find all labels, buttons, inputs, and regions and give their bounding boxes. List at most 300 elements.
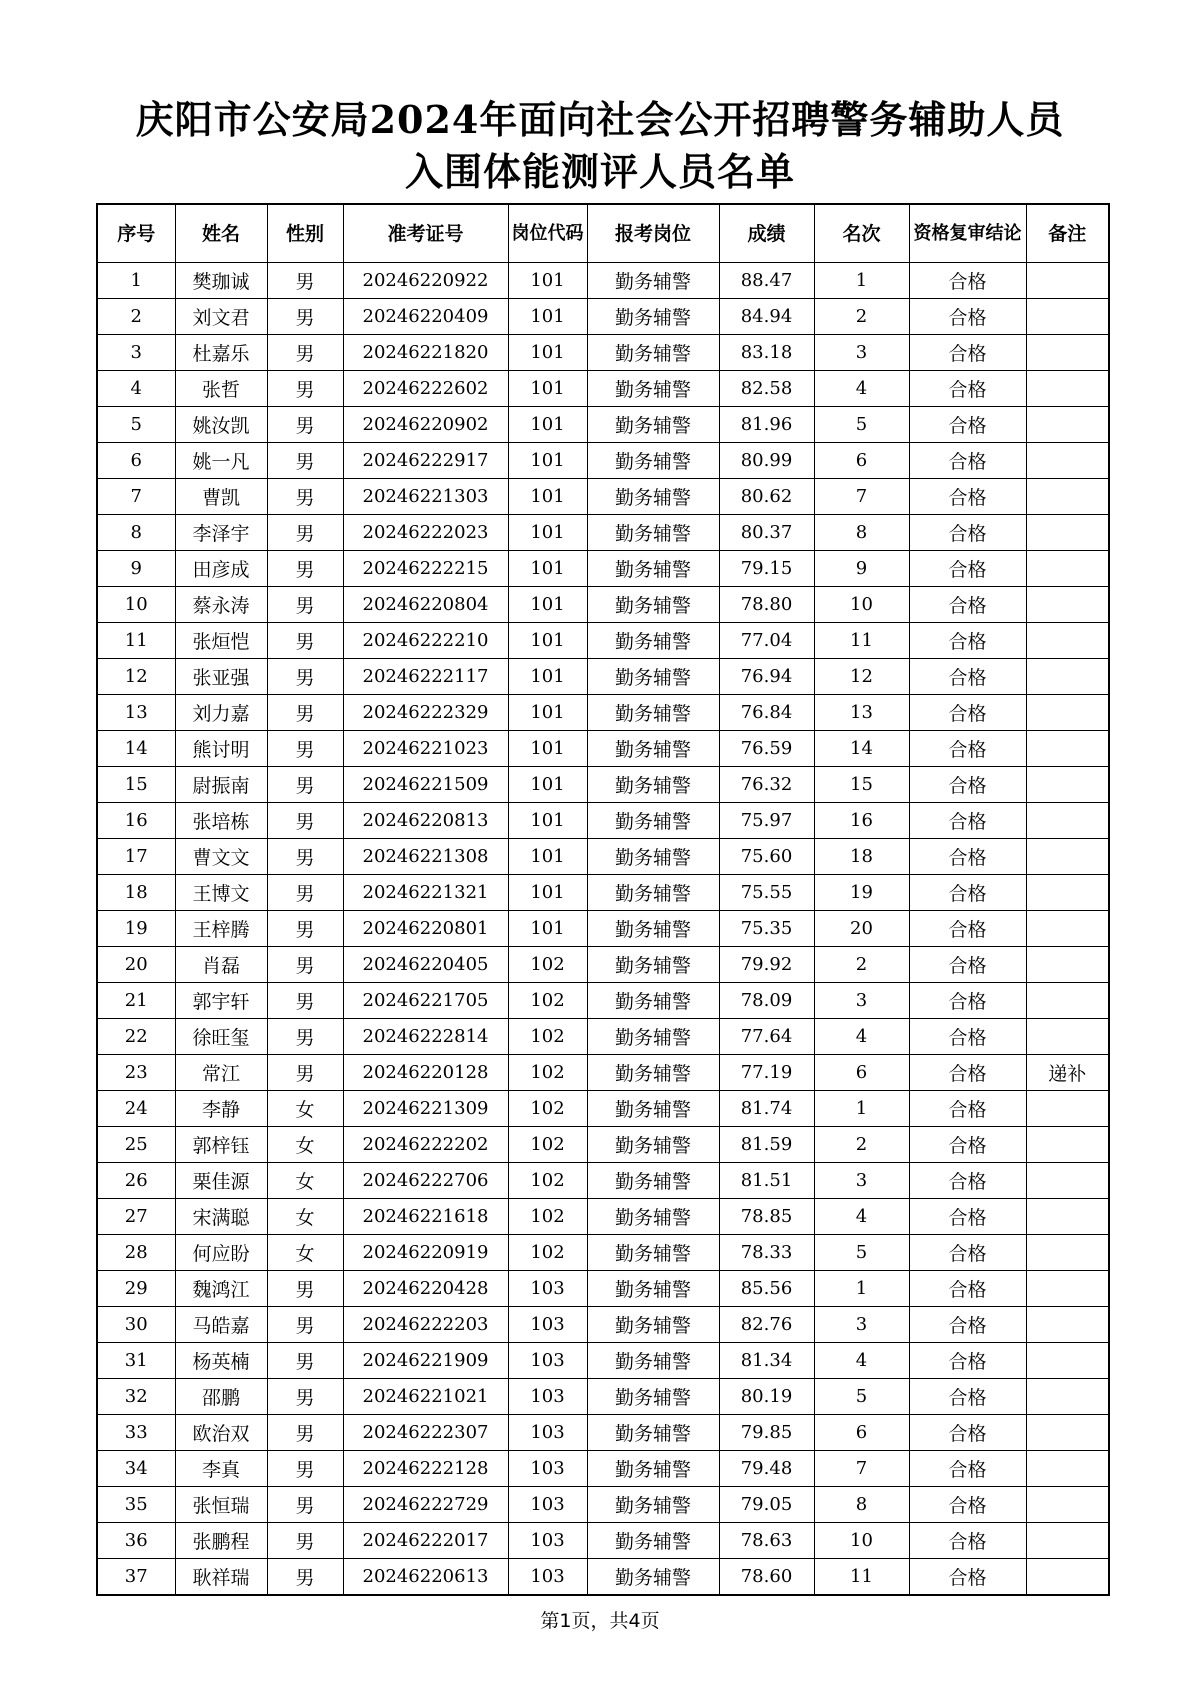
cell-seq: 22 <box>97 1019 175 1055</box>
cell-post: 勤务辅警 <box>587 479 719 515</box>
cell-score: 75.55 <box>719 875 814 911</box>
cell-exam-no: 20246220813 <box>343 803 508 839</box>
cell-exam-no: 20246221023 <box>343 731 508 767</box>
cell-seq: 20 <box>97 947 175 983</box>
cell-post: 勤务辅警 <box>587 803 719 839</box>
cell-post-code: 102 <box>508 1235 587 1271</box>
cell-name: 杜嘉乐 <box>175 335 267 371</box>
cell-seq: 13 <box>97 695 175 731</box>
table-row <box>97 551 1109 587</box>
cell-rank: 19 <box>814 875 909 911</box>
cell-seq: 5 <box>97 407 175 443</box>
cell-remark <box>1026 515 1109 551</box>
cell-post: 勤务辅警 <box>587 983 719 1019</box>
cell-exam-no: 20246222023 <box>343 515 508 551</box>
cell-review: 合格 <box>909 1163 1026 1199</box>
cell-score: 81.59 <box>719 1127 814 1163</box>
cell-post: 勤务辅警 <box>587 1235 719 1271</box>
cell-gender: 男 <box>267 983 343 1019</box>
table-row <box>97 1127 1109 1163</box>
cell-gender: 男 <box>267 335 343 371</box>
cell-score: 76.59 <box>719 731 814 767</box>
cell-post: 勤务辅警 <box>587 875 719 911</box>
cell-score: 81.74 <box>719 1091 814 1127</box>
cell-exam-no: 20246221321 <box>343 875 508 911</box>
cell-seq: 6 <box>97 443 175 479</box>
cell-rank: 4 <box>814 371 909 407</box>
cell-exam-no: 20246222917 <box>343 443 508 479</box>
cell-score: 75.97 <box>719 803 814 839</box>
cell-post: 勤务辅警 <box>587 1559 719 1596</box>
cell-score: 79.92 <box>719 947 814 983</box>
cell-score: 80.62 <box>719 479 814 515</box>
cell-seq: 12 <box>97 659 175 695</box>
table-body <box>97 263 1109 1596</box>
table-row <box>97 1343 1109 1379</box>
cell-review: 合格 <box>909 1559 1026 1596</box>
document-title-line2: 入围体能测评人员名单 <box>404 149 795 194</box>
cell-remark <box>1026 443 1109 479</box>
cell-seq: 7 <box>97 479 175 515</box>
cell-exam-no: 20246222814 <box>343 1019 508 1055</box>
cell-name: 常江 <box>175 1055 267 1091</box>
cell-seq: 31 <box>97 1343 175 1379</box>
cell-gender: 男 <box>267 1487 343 1523</box>
cell-seq: 26 <box>97 1163 175 1199</box>
cell-post-code: 102 <box>508 1091 587 1127</box>
cell-rank: 6 <box>814 443 909 479</box>
cell-score: 78.63 <box>719 1523 814 1559</box>
cell-review: 合格 <box>909 587 1026 623</box>
cell-seq: 14 <box>97 731 175 767</box>
cell-review: 合格 <box>909 1091 1026 1127</box>
cell-post-code: 102 <box>508 1019 587 1055</box>
cell-rank: 14 <box>814 731 909 767</box>
cell-post: 勤务辅警 <box>587 1127 719 1163</box>
cell-rank: 1 <box>814 263 909 299</box>
cell-remark <box>1026 803 1109 839</box>
cell-name: 张恒瑞 <box>175 1487 267 1523</box>
cell-rank: 8 <box>814 1487 909 1523</box>
cell-gender: 男 <box>267 551 343 587</box>
cell-score: 75.35 <box>719 911 814 947</box>
cell-gender: 男 <box>267 479 343 515</box>
cell-review: 合格 <box>909 1019 1026 1055</box>
cell-post: 勤务辅警 <box>587 551 719 587</box>
header-name: 姓名 <box>175 204 267 263</box>
cell-name: 杨英楠 <box>175 1343 267 1379</box>
cell-exam-no: 20246222203 <box>343 1307 508 1343</box>
cell-gender: 男 <box>267 443 343 479</box>
cell-exam-no: 20246220919 <box>343 1235 508 1271</box>
cell-review: 合格 <box>909 839 1026 875</box>
header-exam-no: 准考证号 <box>343 204 508 263</box>
cell-post-code: 101 <box>508 659 587 695</box>
cell-name: 宋满聪 <box>175 1199 267 1235</box>
cell-seq: 24 <box>97 1091 175 1127</box>
cell-review: 合格 <box>909 551 1026 587</box>
cell-review: 合格 <box>909 1235 1026 1271</box>
cell-review: 合格 <box>909 1271 1026 1307</box>
cell-remark <box>1026 659 1109 695</box>
cell-score: 80.99 <box>719 443 814 479</box>
cell-post-code: 103 <box>508 1379 587 1415</box>
cell-seq: 21 <box>97 983 175 1019</box>
cell-post: 勤务辅警 <box>587 659 719 695</box>
table-row <box>97 695 1109 731</box>
cell-rank: 4 <box>814 1019 909 1055</box>
cell-post: 勤务辅警 <box>587 1163 719 1199</box>
cell-name: 王梓腾 <box>175 911 267 947</box>
cell-gender: 男 <box>267 1271 343 1307</box>
cell-gender: 男 <box>267 659 343 695</box>
cell-post-code: 101 <box>508 839 587 875</box>
cell-score: 76.32 <box>719 767 814 803</box>
cell-seq: 28 <box>97 1235 175 1271</box>
header-score: 成绩 <box>719 204 814 263</box>
cell-score: 82.76 <box>719 1307 814 1343</box>
cell-exam-no: 20246222017 <box>343 1523 508 1559</box>
cell-post-code: 103 <box>508 1451 587 1487</box>
cell-review: 合格 <box>909 443 1026 479</box>
cell-name: 邵鹏 <box>175 1379 267 1415</box>
cell-rank: 12 <box>814 659 909 695</box>
cell-post-code: 102 <box>508 1163 587 1199</box>
cell-score: 79.85 <box>719 1415 814 1451</box>
cell-exam-no: 20246221309 <box>343 1091 508 1127</box>
cell-remark <box>1026 623 1109 659</box>
cell-score: 80.37 <box>719 515 814 551</box>
page-footer: 第1页，共4页 <box>540 1610 660 1632</box>
cell-rank: 4 <box>814 1199 909 1235</box>
cell-post-code: 102 <box>508 983 587 1019</box>
cell-gender: 男 <box>267 1559 343 1596</box>
cell-remark <box>1026 371 1109 407</box>
cell-post: 勤务辅警 <box>587 515 719 551</box>
cell-rank: 5 <box>814 407 909 443</box>
cell-post: 勤务辅警 <box>587 767 719 803</box>
table-row <box>97 875 1109 911</box>
cell-review: 合格 <box>909 515 1026 551</box>
cell-rank: 18 <box>814 839 909 875</box>
cell-rank: 2 <box>814 299 909 335</box>
cell-post-code: 101 <box>508 623 587 659</box>
cell-rank: 15 <box>814 767 909 803</box>
table-header-row <box>97 204 1109 263</box>
cell-exam-no: 20246220804 <box>343 587 508 623</box>
table-row <box>97 1415 1109 1451</box>
cell-review: 合格 <box>909 299 1026 335</box>
cell-exam-no: 20246220613 <box>343 1559 508 1596</box>
cell-remark <box>1026 911 1109 947</box>
table-row <box>97 983 1109 1019</box>
table-row <box>97 587 1109 623</box>
cell-seq: 33 <box>97 1415 175 1451</box>
table-row <box>97 803 1109 839</box>
cell-post: 勤务辅警 <box>587 407 719 443</box>
cell-gender: 女 <box>267 1091 343 1127</box>
cell-exam-no: 20246221909 <box>343 1343 508 1379</box>
cell-post: 勤务辅警 <box>587 911 719 947</box>
cell-remark: 递补 <box>1026 1055 1109 1091</box>
cell-rank: 5 <box>814 1235 909 1271</box>
cell-seq: 27 <box>97 1199 175 1235</box>
cell-remark <box>1026 551 1109 587</box>
cell-review: 合格 <box>909 407 1026 443</box>
table-row <box>97 767 1109 803</box>
cell-name: 张鹏程 <box>175 1523 267 1559</box>
table-row <box>97 479 1109 515</box>
cell-exam-no: 20246220128 <box>343 1055 508 1091</box>
cell-remark <box>1026 263 1109 299</box>
cell-exam-no: 20246220405 <box>343 947 508 983</box>
cell-gender: 男 <box>267 1379 343 1415</box>
cell-score: 80.19 <box>719 1379 814 1415</box>
table-row <box>97 1199 1109 1235</box>
cell-seq: 23 <box>97 1055 175 1091</box>
table-row <box>97 1271 1109 1307</box>
cell-score: 88.47 <box>719 263 814 299</box>
cell-seq: 2 <box>97 299 175 335</box>
cell-score: 81.51 <box>719 1163 814 1199</box>
cell-review: 合格 <box>909 1523 1026 1559</box>
cell-score: 78.85 <box>719 1199 814 1235</box>
cell-rank: 11 <box>814 1559 909 1596</box>
cell-review: 合格 <box>909 767 1026 803</box>
cell-seq: 4 <box>97 371 175 407</box>
cell-post-code: 101 <box>508 551 587 587</box>
cell-post: 勤务辅警 <box>587 1415 719 1451</box>
cell-gender: 男 <box>267 1055 343 1091</box>
cell-gender: 男 <box>267 767 343 803</box>
cell-exam-no: 20246222210 <box>343 623 508 659</box>
cell-exam-no: 20246222117 <box>343 659 508 695</box>
cell-name: 刘文君 <box>175 299 267 335</box>
cell-gender: 男 <box>267 587 343 623</box>
cell-gender: 男 <box>267 803 343 839</box>
cell-exam-no: 20246221308 <box>343 839 508 875</box>
cell-gender: 男 <box>267 1019 343 1055</box>
cell-remark <box>1026 335 1109 371</box>
cell-seq: 1 <box>97 263 175 299</box>
cell-review: 合格 <box>909 371 1026 407</box>
cell-remark <box>1026 839 1109 875</box>
cell-review: 合格 <box>909 947 1026 983</box>
cell-exam-no: 20246221509 <box>343 767 508 803</box>
cell-name: 曹凯 <box>175 479 267 515</box>
cell-remark <box>1026 1559 1109 1596</box>
cell-name: 尉振南 <box>175 767 267 803</box>
cell-score: 81.34 <box>719 1343 814 1379</box>
cell-post: 勤务辅警 <box>587 1523 719 1559</box>
cell-review: 合格 <box>909 335 1026 371</box>
cell-post: 勤务辅警 <box>587 1379 719 1415</box>
cell-post-code: 101 <box>508 443 587 479</box>
table-row <box>97 731 1109 767</box>
cell-score: 77.19 <box>719 1055 814 1091</box>
cell-gender: 男 <box>267 1523 343 1559</box>
cell-rank: 10 <box>814 1523 909 1559</box>
cell-rank: 4 <box>814 1343 909 1379</box>
cell-gender: 男 <box>267 1307 343 1343</box>
cell-name: 栗佳源 <box>175 1163 267 1199</box>
cell-review: 合格 <box>909 1343 1026 1379</box>
cell-name: 王博文 <box>175 875 267 911</box>
cell-exam-no: 20246222307 <box>343 1415 508 1451</box>
cell-name: 张烜恺 <box>175 623 267 659</box>
cell-gender: 男 <box>267 1415 343 1451</box>
cell-rank: 8 <box>814 515 909 551</box>
cell-exam-no: 20246221021 <box>343 1379 508 1415</box>
cell-name: 徐旺玺 <box>175 1019 267 1055</box>
table-row <box>97 1055 1109 1091</box>
table-row <box>97 1523 1109 1559</box>
cell-gender: 男 <box>267 623 343 659</box>
cell-rank: 3 <box>814 983 909 1019</box>
cell-gender: 男 <box>267 1451 343 1487</box>
table-row <box>97 1559 1109 1596</box>
cell-name: 李泽宇 <box>175 515 267 551</box>
cell-remark <box>1026 479 1109 515</box>
cell-name: 马皓嘉 <box>175 1307 267 1343</box>
cell-review: 合格 <box>909 731 1026 767</box>
cell-review: 合格 <box>909 659 1026 695</box>
cell-name: 李静 <box>175 1091 267 1127</box>
cell-review: 合格 <box>909 1199 1026 1235</box>
cell-remark <box>1026 1091 1109 1127</box>
cell-gender: 男 <box>267 731 343 767</box>
cell-name: 郭宇轩 <box>175 983 267 1019</box>
cell-post: 勤务辅警 <box>587 731 719 767</box>
cell-seq: 30 <box>97 1307 175 1343</box>
cell-name: 熊讨明 <box>175 731 267 767</box>
cell-post: 勤务辅警 <box>587 1343 719 1379</box>
cell-rank: 7 <box>814 479 909 515</box>
cell-rank: 20 <box>814 911 909 947</box>
cell-post: 勤务辅警 <box>587 1271 719 1307</box>
cell-name: 魏鸿江 <box>175 1271 267 1307</box>
cell-rank: 13 <box>814 695 909 731</box>
cell-review: 合格 <box>909 1487 1026 1523</box>
cell-post-code: 101 <box>508 407 587 443</box>
cell-score: 85.56 <box>719 1271 814 1307</box>
cell-post-code: 101 <box>508 515 587 551</box>
cell-gender: 男 <box>267 695 343 731</box>
cell-post-code: 101 <box>508 479 587 515</box>
cell-post-code: 101 <box>508 263 587 299</box>
cell-review: 合格 <box>909 875 1026 911</box>
cell-review: 合格 <box>909 1451 1026 1487</box>
cell-seq: 34 <box>97 1451 175 1487</box>
cell-post-code: 101 <box>508 335 587 371</box>
cell-name: 姚汝凯 <box>175 407 267 443</box>
cell-post-code: 101 <box>508 299 587 335</box>
cell-score: 79.05 <box>719 1487 814 1523</box>
cell-seq: 3 <box>97 335 175 371</box>
cell-exam-no: 20246222329 <box>343 695 508 731</box>
cell-score: 82.58 <box>719 371 814 407</box>
cell-seq: 29 <box>97 1271 175 1307</box>
cell-remark <box>1026 1307 1109 1343</box>
cell-post-code: 103 <box>508 1523 587 1559</box>
header-remark: 备注 <box>1026 204 1109 263</box>
cell-remark <box>1026 1199 1109 1235</box>
table-row <box>97 947 1109 983</box>
cell-remark <box>1026 1415 1109 1451</box>
cell-post-code: 102 <box>508 1127 587 1163</box>
cell-exam-no: 20246221705 <box>343 983 508 1019</box>
cell-score: 78.09 <box>719 983 814 1019</box>
cell-review: 合格 <box>909 1379 1026 1415</box>
cell-post-code: 101 <box>508 875 587 911</box>
cell-exam-no: 20246222602 <box>343 371 508 407</box>
cell-post-code: 102 <box>508 1199 587 1235</box>
cell-remark <box>1026 407 1109 443</box>
cell-seq: 10 <box>97 587 175 623</box>
cell-seq: 8 <box>97 515 175 551</box>
cell-post: 勤务辅警 <box>587 443 719 479</box>
cell-review: 合格 <box>909 1127 1026 1163</box>
cell-remark <box>1026 1235 1109 1271</box>
header-post-code: 岗位代码 <box>508 204 587 263</box>
table-row <box>97 1307 1109 1343</box>
cell-rank: 2 <box>814 947 909 983</box>
cell-name: 张哲 <box>175 371 267 407</box>
cell-exam-no: 20246221303 <box>343 479 508 515</box>
cell-remark <box>1026 983 1109 1019</box>
cell-post: 勤务辅警 <box>587 1487 719 1523</box>
cell-post: 勤务辅警 <box>587 1091 719 1127</box>
cell-gender: 女 <box>267 1127 343 1163</box>
cell-remark <box>1026 1523 1109 1559</box>
cell-rank: 6 <box>814 1055 909 1091</box>
cell-gender: 男 <box>267 371 343 407</box>
cell-post-code: 103 <box>508 1307 587 1343</box>
table-row <box>97 263 1109 299</box>
table-row <box>97 839 1109 875</box>
cell-post: 勤务辅警 <box>587 371 719 407</box>
cell-post-code: 101 <box>508 767 587 803</box>
table-row <box>97 1487 1109 1523</box>
cell-remark <box>1026 947 1109 983</box>
cell-score: 77.04 <box>719 623 814 659</box>
cell-seq: 36 <box>97 1523 175 1559</box>
cell-score: 84.94 <box>719 299 814 335</box>
cell-exam-no: 20246222202 <box>343 1127 508 1163</box>
cell-rank: 9 <box>814 551 909 587</box>
cell-rank: 11 <box>814 623 909 659</box>
cell-gender: 男 <box>267 875 343 911</box>
cell-exam-no: 20246222215 <box>343 551 508 587</box>
cell-score: 75.60 <box>719 839 814 875</box>
cell-post-code: 101 <box>508 695 587 731</box>
cell-remark <box>1026 587 1109 623</box>
cell-exam-no: 20246221618 <box>343 1199 508 1235</box>
cell-review: 合格 <box>909 911 1026 947</box>
cell-score: 78.80 <box>719 587 814 623</box>
table-row <box>97 1379 1109 1415</box>
cell-post: 勤务辅警 <box>587 1055 719 1091</box>
cell-rank: 3 <box>814 335 909 371</box>
cell-name: 蔡永涛 <box>175 587 267 623</box>
cell-rank: 1 <box>814 1091 909 1127</box>
table-row <box>97 407 1109 443</box>
cell-post: 勤务辅警 <box>587 1307 719 1343</box>
cell-gender: 男 <box>267 947 343 983</box>
cell-gender: 女 <box>267 1199 343 1235</box>
cell-exam-no: 20246220801 <box>343 911 508 947</box>
cell-remark <box>1026 1163 1109 1199</box>
